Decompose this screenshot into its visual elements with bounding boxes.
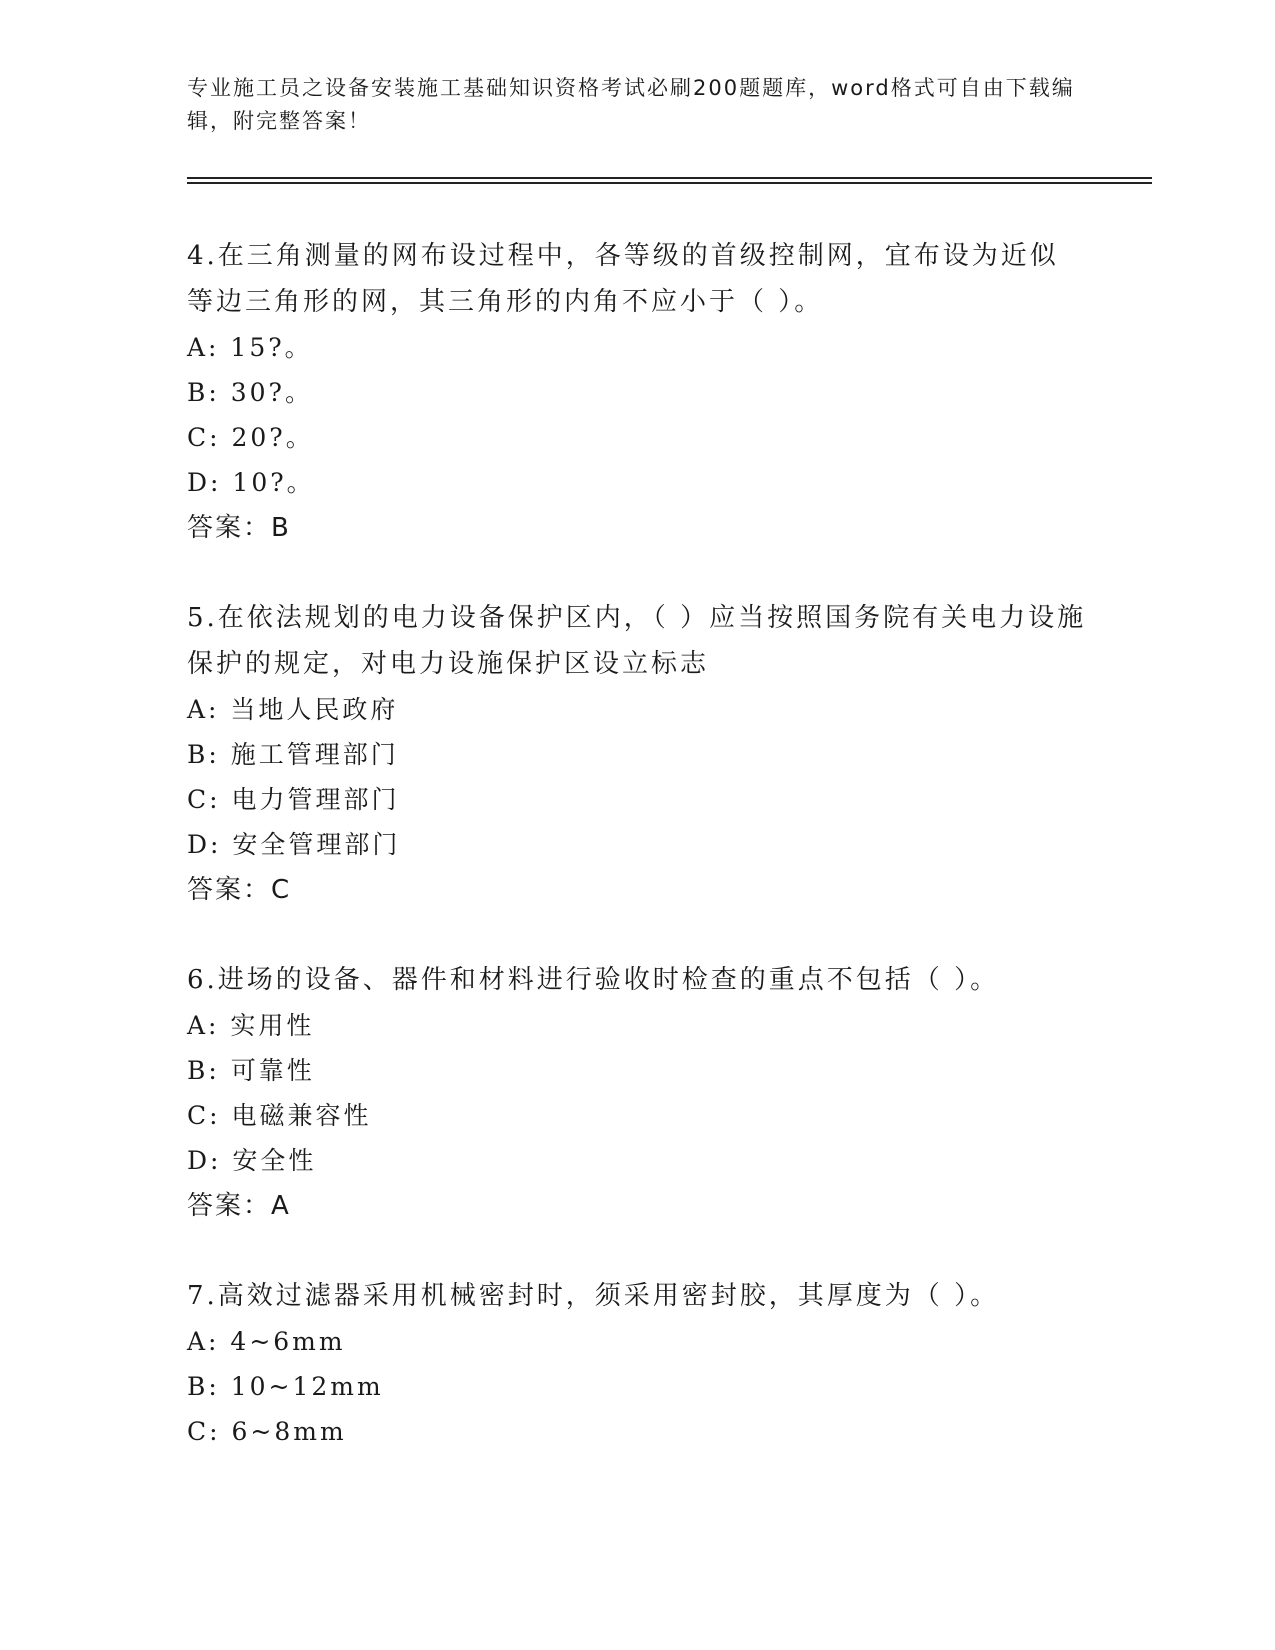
option-b: B: 30?。: [187, 378, 313, 407]
option-b: B: 10~12mm: [187, 1372, 384, 1401]
question-5: [187, 595, 1087, 913]
question-6: [187, 957, 1087, 1229]
header-divider-bottom: [187, 182, 1152, 184]
option-d: D: 10?。: [187, 468, 315, 497]
answer: 答案：B: [187, 513, 291, 543]
question-stem: 5.在依法规划的电力设备保护区内，（ ）应当按照国务院有关电力设施保护的规定，对电力设施保护区设立标志: [187, 603, 1087, 679]
question-7: [187, 1273, 1087, 1454]
option-c: C: 电力管理部门: [187, 785, 400, 814]
option-d: D: 安全管理部门: [187, 830, 401, 859]
question-stem: 7.高效过滤器采用机械密封时，须采用密封胶，其厚度为（ ）。: [187, 1281, 1000, 1311]
question-stem: 4.在三角测量的网布设过程中，各等级的首级控制网，宜布设为近似等边三角形的网，其三角形的内角不应小于（ ）。: [187, 241, 1059, 317]
answer: 答案：C: [187, 875, 292, 905]
question-list: [187, 233, 1087, 1498]
option-a: A: 15?。: [187, 333, 313, 362]
header-divider-top: [187, 177, 1152, 179]
option-a: A: 当地人民政府: [187, 695, 399, 724]
option-c: C: 20?。: [187, 423, 314, 452]
option-c: C: 6~8mm: [187, 1417, 347, 1446]
option-c: C: 电磁兼容性: [187, 1101, 372, 1130]
document-header: [187, 72, 1077, 138]
question-stem: 6.进场的设备、器件和材料进行验收时检查的重点不包括（ ）。: [187, 965, 1000, 995]
option-a: A: 4~6mm: [187, 1327, 346, 1356]
option-d: D: 安全性: [187, 1146, 317, 1175]
option-b: B: 可靠性: [187, 1056, 315, 1085]
answer: 答案：A: [187, 1191, 291, 1221]
option-b: B: 施工管理部门: [187, 740, 399, 769]
header-title: 专业施工员之设备安装施工基础知识资格考试必刷200题题库，word格式可自由下载编辑，附完整答案！: [187, 76, 1075, 133]
question-4: [187, 233, 1087, 551]
option-a: A: 实用性: [187, 1011, 315, 1040]
